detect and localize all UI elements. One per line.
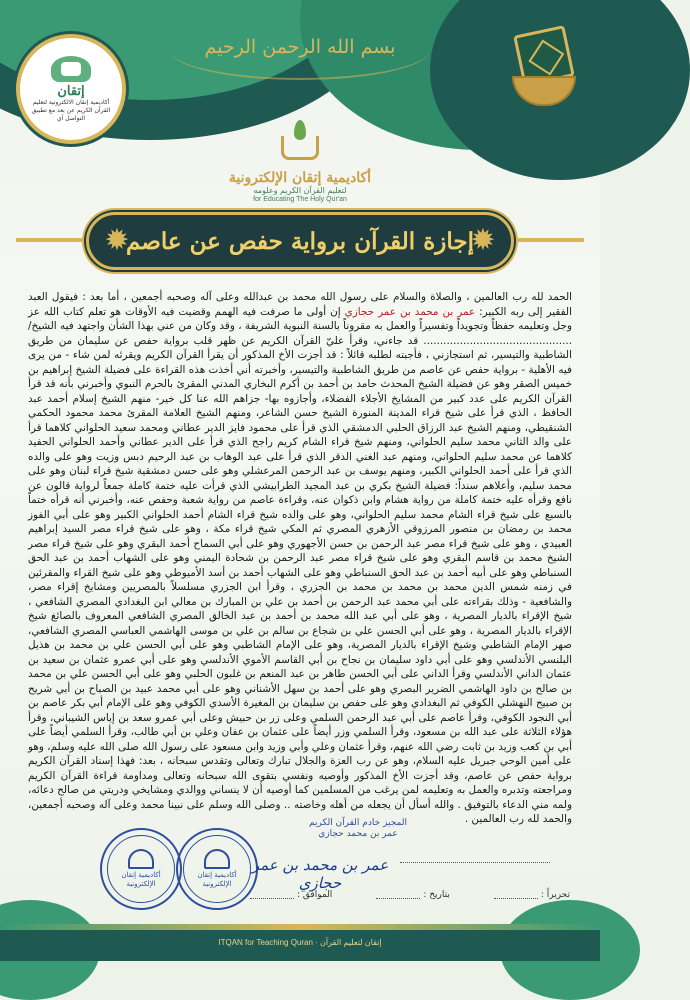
academy-stamp (100, 828, 182, 910)
signature-area (0, 818, 600, 918)
hijri-label: الموافق : (297, 890, 333, 900)
academy-logo-title: إتقان (57, 83, 85, 99)
date-fields (250, 890, 570, 900)
flower-ornament-icon: ✹ (470, 223, 496, 258)
mosque-icon (128, 849, 154, 869)
book-icon (51, 56, 91, 82)
quran-stand-icon (512, 76, 576, 106)
academy-logo-subtitle: أكاديمية إتقان الالكترونية لتعليم القرآن الكريم عن بعد مع تطبيق التواصل آي (31, 98, 111, 122)
certificate-body (28, 290, 572, 825)
banner-arm (16, 238, 96, 242)
place-blank (376, 891, 420, 899)
academy-logo (16, 34, 126, 144)
certificate-title: إجازة القرآن برواية حفص عن عاصم (126, 227, 474, 255)
signature-line (400, 862, 550, 863)
stamp-text: أكاديمية إتقان الإلكترونية (197, 871, 237, 888)
date-blank (494, 891, 538, 899)
center-logo (200, 120, 400, 203)
teacher-stamp: المجيز خادم القرآن الكريم عمر بن محمد حجازي (309, 818, 407, 839)
teacher-name: عمر بن محمد بن عمر حجازي (340, 305, 480, 318)
stamp-text: أكاديمية إتقان الإلكترونية (121, 871, 161, 888)
quran-icon (508, 30, 578, 110)
basmala: بسم الله الرحمن الرحيم (204, 36, 396, 58)
body-text: إن أولى ما صرفت فيه الهمم وقضيت فيه الأوقات هو تعلم كتاب الله عز وجل وتعليمه حفظاً وتجويداً وتفسيراً والعمل به مقروناً بالسنة النبوية الشريفة ، وقد وكان من عني بهذا الشأن واجتهد فيه الشيخ/ ............................................. قد جاءني، وقرأ عليّ القرآن الكريم عن ظهر قلب برواية حفص عن سليمان من طريق الشاطبية والتيسير، ثم استجازني ، فأجبته لطلبه قائلاً : قد أجزت الأخ المذكور أن يقرأ القرآن الكريم ويقرئه لمن شاء - من يرى فيه الأهلية - برواية حفص عن عاصم من طريق الشاطبية والتيسير، وأخبرته أني أخذت هذه القراءة على فضيلة الشيخ إبراهيم بن خميس الصقر وهو عن فضيلة الشيخ المحدث حامد بن أحمد بن أكرم البخاري المدني المقرئ بالحرم النبوي وأخبرني بأنه قد قرأ القرآن الكريم على عدد كبير من المشايخ الأجلاء الفضلاء، وأجازوه بها- جزاهم الله عنا كل خير- منهم الشيخ إسلام أحمد عبد الحافظ ، الذي قرأ على شيخ قراء المدينة المنورة الشيخ حسن الشاعر، ومنهم الشيخ العلامة المقرئ محمد محمود الحكمي الشنقيطي، ومنهم الشيخ عبد الرزاق الحلبي الدمشقي الذي قرأ على محمود فايز الدير عطاني ومحمد سعيد الحلواني كلاهما قرأ على والد الثاني محمد سليم الحلواني، ومنهم شيخ قراء الشام كريم راجح الذي قرأ على الدير عطاني وأحمد الحلواني الحفيد كلاهما عن محمد سليم الحلواني، ومنهم عبد الغني الدقر الذي قرأ على عبد الوهاب بن عبد الرحيم دبس وزيت وهو على والده الذي قرأ على أحمد الحلواني الكبير، ومنهم يوسف بن عبد الرحمن المرعشلي وهو على حسن دمشقية شيخ قراء لبنان وهو على محمد سليم، وأعلاهم سنداً: فضيلة الشيخ بكري بن عبد المجيد الطرابيشي الذي قرأت عليه ختمة كاملة جمعاً لرواية قالون عن نافع وقرأه عليه ختمة كاملة من رواية هشام وابن ذكوان عنه، وقراءة عاصم من رواية شعبة وحفص عنه، وأخبرني أنه قرأه ختماً بالسبع على شيخ قراء الشام محمد سليم الحلواني، وهو على والده شيخ قراء الشام أحمد الحلواني الكبير وهو على أبي الفوز محمد بن رمضان بن منصور المرزوقي الأزهري المصري ثم المكي شيخ قراء مكة ، وهو على شيخ قراء مصر السيد إبراهيم العبيدي ، وهو على شيخ قراء مصر عبد الرحمن بن حسن الأجهوري وهو على أبي السماح أحمد البقري وهو على شيخ قراء مصر الشيخ محمد بن قاسم البقري وهو على شيخ قراء مصر عبد الرحمن بن شحادة اليمني وهو على الشهاب أحمد بن عبد الحق السنباطي وهو على أبيه أحمد بن عبد الحق السنباطي وهو على الشهاب أحمد بن أسد الأميوطي وهو على شيخ القراء والمقرئين في زمنه شمس الدين محمد بن محمد بن محمد بن الجزري ، وقرأ ابن الجزري مسلسلاً بالمصريين ومشايخ إقراء مصر، والشافعية - وذلك بقراءته على أبي محمد عبد الرحمن بن أحمد بن علي بن المبارك بن معالي ابن البغدادي المصري الشافعي ، شيخ الإقراء بالديار المصرية ، وهو على أبي عبد الله محمد بن أحمد بن عبد الخالق المصري الشافعي المعروف بالصائغ شيخ الإقراء بالديار المصرية ، وهو على أبي الحسن علي بن شجاع بن سالم بن علي بن موسى الهاشمي العباسي المصري الشافعي، صهر الإمام الشاطبي وشيخ الإقراء بالديار المصرية، وهو على الإمام الشاطبي وهو على أبي الحسن علي بن محمد بن هذيل البلنسي الأندلسي وهو على أبي داود سليمان بن نجاح بن أبي القاسم الأموي الأندلسي وهو على أبي عمرو عثمان بن سعيد بن عثمان الداني الأندلسي وقرأ الداني على أبي الحسن طاهر بن عبد المنعم بن غلبون الحلبي وهو على أبي الحسن علي بن محمد بن صالح بن داود الهاشمي الضرير البصري وهو على أحمد بن سهل الأشناني وهو على أبي محمد عبيد بن الصباح بن أبي شريح بن صبيح النهشلي الكوفي ثم البغدادي وهو على حفص بن سليمان بن المغيرة الأسدي الكوفي وهو على الإمام أبي بكر عاصم بن أبي النجود الكوفي، وقرأ عاصم على أبي عبد الرحمن السلمي وعلى زر بن حبيش وعلى أبي عمرو سعد بن إياس الشيباني، وقرأ هؤلاء الثلاثة على عبد الله بن مسعود، وقرأ السلمي وزر أيضاً على عثمان بن عفان وعلي بن أبي طالب، وقرأ السلمي أيضاً على أبي بن كعب وزيد بن ثابت رضي الله عنهم، وقرأ عثمان وعلي وأبي وزيد وابن مسعود على رسول الله صلى الله عليه وسلم، وهو على أمين الوحي جبريل عليه السلام، وهو عن رب العزة والجلال تبارك وتعالى وتقدس سبحانه ، بعد: فهذا إسناد القرآن الكريم برواية حفص عن عاصم، وقد أجزت الأخ المذكور وأوصيه ونفسي بتقوى الله سبحانه وتعالى ومداومة قراءة القرآن الكريم ومراجعته وتدبره والعمل به وتعليمه لمن يرغب من المسلمين كما أوصيه أن لا ينساني ووالدي ومشايخي ودريتي من صالح دعائه، ولمه مني الدعاء بالتوفيق . والله أسأل أن يجعله من أهله وخاصته .. وصلى الله وسلم على نبينا محمد وعلى آله وصحبه أجمعين، والحمد لله رب العالمين . (28, 305, 572, 825)
body-paragraph (28, 290, 572, 827)
banner-arm (504, 238, 584, 242)
place-field (376, 890, 450, 900)
mosque-icon (204, 849, 230, 869)
center-logo-subtitle: لتعليم القرآن الكريم وعلومه (253, 186, 347, 195)
hijri-field (250, 890, 332, 900)
hijri-blank (250, 891, 294, 899)
center-logo-title: أكاديمية إتقان الإلكترونية (228, 170, 372, 186)
teacher-signature: عمر بن محمد بن عمر حجازي (251, 856, 389, 892)
date-label: تحريراً : (540, 890, 570, 900)
academy-stamp (176, 828, 258, 910)
body-text: الحمد لله رب العالمين ، والصلاة والسلام على رسول الله محمد بن عبدالله وعلى آله وصحبه أجمعين ، أما بعد : فيقول العبد الفقير إلى ربه الكبير: (28, 291, 572, 318)
center-logo-english: for Educating The Holy Qur'an (253, 196, 347, 203)
footer-logo-text: ITQAN for Teaching Quran · إتقان لتعليم القرآن (218, 938, 382, 947)
place-label: بتاريخ : (423, 890, 450, 900)
open-book-leaf-icon (277, 120, 323, 166)
title-banner (86, 212, 514, 270)
flower-ornament-icon: ✹ (104, 223, 130, 258)
date-field (494, 890, 570, 900)
